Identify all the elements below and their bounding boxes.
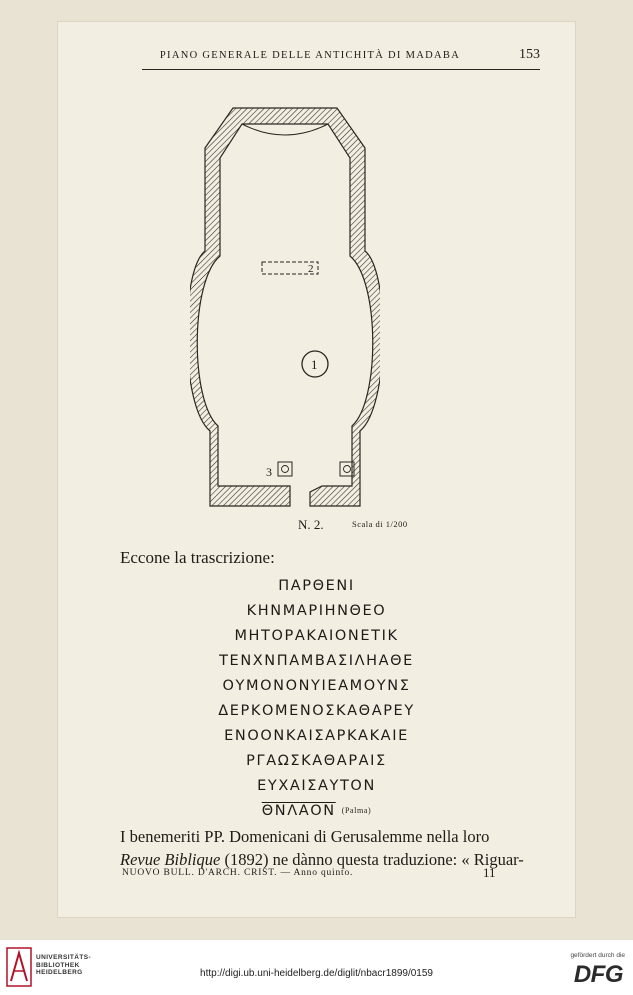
plan-room-3-label: 3 <box>266 465 272 479</box>
inscription-line: ΤΕΝΧΝΠΑΜΒΑΣΙΛΗΑΘΕ <box>219 653 414 669</box>
dfg-logo[interactable]: DFG <box>573 961 623 988</box>
inscription-line: ΕΥΧΑΙΣΑΥΤΟΝ <box>257 778 376 794</box>
plan-room-3-circle <box>282 466 289 473</box>
plan-room-2-label: 2 <box>308 263 314 275</box>
journal-title: Revue Biblique <box>120 850 221 869</box>
figure-scale: Scala di 1/200 <box>352 519 408 529</box>
inscription-line: ΟΥΜΟΝΟΝΥΙΕΑΜΟΥΝΣ <box>222 678 411 694</box>
viewer-footer-bar <box>0 940 633 995</box>
page-number: 153 <box>519 47 540 62</box>
university-seal-icon[interactable] <box>6 947 32 987</box>
plan-room-3-box <box>278 462 292 476</box>
plan-room-1-label: 1 <box>311 357 318 372</box>
plan-apse-line <box>242 124 328 135</box>
inscription-line: ΜΗΤΟΡΑΚΑΙΟΝΕΤΙΚ <box>234 628 399 644</box>
funded-by-label: gefördert durch die <box>570 952 625 959</box>
paragraph-line-2-text: (1892) ne dànno questa traduzione: « Riguar- <box>220 850 524 869</box>
figure-caption: N. 2. <box>298 517 324 532</box>
inscription-line: ΡΓΑΩΣΚΑΘΑΡΑΙΣ <box>246 753 387 769</box>
library-line: BIBLIOTHEK <box>36 961 80 969</box>
floor-plan-figure <box>190 86 380 512</box>
permalink-url[interactable]: http://digi.ub.uni-heidelberg.de/diglit/nbacr1899/0159 <box>200 968 433 979</box>
footer-signature-number: 11 <box>483 865 496 880</box>
inscription-line: ΚΗΝΜΑΡΙΗΝΘΕΟ <box>246 603 387 619</box>
city-line: HEIDELBERG <box>36 969 83 976</box>
plan-outer-wall <box>190 108 380 506</box>
paragraph-line-2 <box>120 850 540 870</box>
running-title: PIANO GENERALE DELLE ANTICHITÀ DI MADABA <box>159 50 461 61</box>
university-line: UNIVERSITÄTS- <box>36 954 92 961</box>
inscription-line: ΘΝΛΑΟΝ <box>261 803 336 819</box>
plan-right-circle <box>344 466 351 473</box>
footer-signature: NUOVO BULL. D'ARCH. CRIST. — Anno quinto. <box>122 868 354 878</box>
inscription-line: ΔΕΡΚΟΜΕΝΟΣΚΑΘΑΡΕΥ <box>218 703 415 719</box>
header-rule <box>142 69 540 70</box>
inscription-line: ΠΑΡΘΕΝΙ <box>278 578 355 594</box>
inscription-line: ΕΝΟΟΝΚΑΙΣΑΡΚΑΚΑΙΕ <box>224 728 409 744</box>
inscription-last-line <box>0 803 633 819</box>
inscription-note: (Palma) <box>341 806 372 815</box>
paragraph-line-1: I benemeriti PP. Domenicani di Gerusalemme nella loro <box>120 827 490 846</box>
intro-sentence: Eccone la trascrizione: <box>120 548 275 567</box>
